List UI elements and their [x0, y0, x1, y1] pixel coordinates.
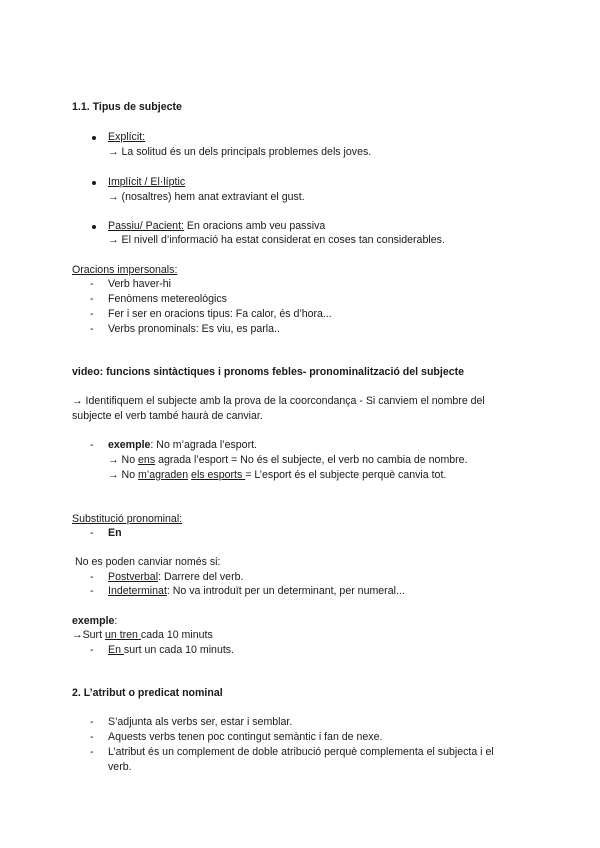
bullet-icon	[92, 225, 96, 229]
section-title-1-1: 1.1. Tipus de subjecte	[72, 101, 182, 113]
item-passiu-text: En oracions amb veu passiva	[183, 220, 326, 232]
substitucio-en: En	[108, 527, 122, 539]
dash: -	[90, 323, 94, 335]
bullet-icon	[92, 136, 96, 140]
dash: -	[90, 439, 94, 451]
substitucio-heading: Substitució pronominal:	[72, 513, 183, 525]
substitucio-condition: No es poden canviar només si:	[75, 556, 221, 568]
underlined-ens: ens	[138, 454, 156, 466]
dash: -	[90, 731, 94, 743]
impersonal-item: Verb haver-hi	[108, 278, 172, 290]
atribut-item: Aquests verbs tenen poc contingut semàntic i fan de nexe.	[108, 731, 383, 743]
item-explicit-label: Explícit:	[108, 131, 146, 143]
dash: -	[90, 644, 94, 656]
item-passiu	[108, 220, 325, 233]
item-passiu-label: Passiu/ Pacient:	[108, 220, 184, 232]
video-para-line1: → Identifiquem el subjecte amb la prova de la coorcondança - Si canviem el nombre del	[72, 395, 485, 407]
substitucio-example-2: En surt un cada 10 minuts.	[108, 644, 235, 656]
video-example-label: exemple	[108, 439, 151, 451]
impersonals-heading: Oracions impersonals:	[72, 264, 178, 276]
item-passiu-example: → El nivell d’informació ha estat considerat en coses tan considerables.	[108, 234, 445, 246]
atribut-item: L’atribut és un complement de doble atribució perquè complementa el subjecta i el	[108, 746, 494, 758]
underlined-els-esports: els esports	[191, 469, 246, 481]
video-example-text: : No m’agrada l’esport.	[150, 439, 257, 451]
dash: -	[90, 308, 94, 320]
underlined-magraden: m’agraden	[138, 469, 189, 481]
impersonal-item: Verbs pronominals: Es viu, es parla..	[108, 323, 280, 335]
atribut-item-continuation: verb.	[108, 761, 132, 773]
video-para-line2: subjecte el verb també haurà de canviar.	[72, 410, 263, 422]
item-implicit-example: → (nosaltres) hem anat extraviant el gust.	[108, 191, 305, 203]
video-example-line2: → No ens agrada l’esport = No és el subjecte, el verb no cambia de nombre.	[108, 454, 468, 466]
dash: -	[90, 278, 94, 290]
impersonal-item: Fer i ser en oracions tipus: Fa calor, és d’hora...	[108, 308, 332, 320]
dash: -	[90, 746, 94, 758]
item-explicit-example: → La solitud és un dels principals problemes dels joves.	[108, 146, 372, 158]
substitucio-example-label: exemple:	[72, 615, 118, 627]
section-title-2: 2. L’atribut o predicat nominal	[72, 687, 223, 699]
impersonal-item: Fenòmens metereològics	[108, 293, 227, 305]
condition-item: Indeterminat: No va introduït per un determinant, per numeral...	[108, 585, 405, 597]
bullet-icon	[92, 181, 96, 185]
video-example-line3: → No m’agraden els esports = L’esport és el subjecte perquè canvia tot.	[108, 469, 447, 481]
item-implicit-label: Implícit / El·líptic	[108, 176, 186, 188]
dash: -	[90, 585, 94, 597]
dash: -	[90, 527, 94, 539]
video-example	[108, 439, 257, 452]
dash: -	[90, 571, 94, 583]
condition-item: Postverbal: Darrere del verb.	[108, 571, 244, 583]
atribut-item: S’adjunta als verbs ser, estar i semblar.	[108, 716, 293, 728]
dash: -	[90, 716, 94, 728]
substitucio-example-1: →Surt un tren cada 10 minuts	[72, 629, 213, 641]
dash: -	[90, 293, 94, 305]
video-title: video: funcions sintàctiques i pronoms febles- pronominalització del subjecte	[72, 366, 465, 378]
